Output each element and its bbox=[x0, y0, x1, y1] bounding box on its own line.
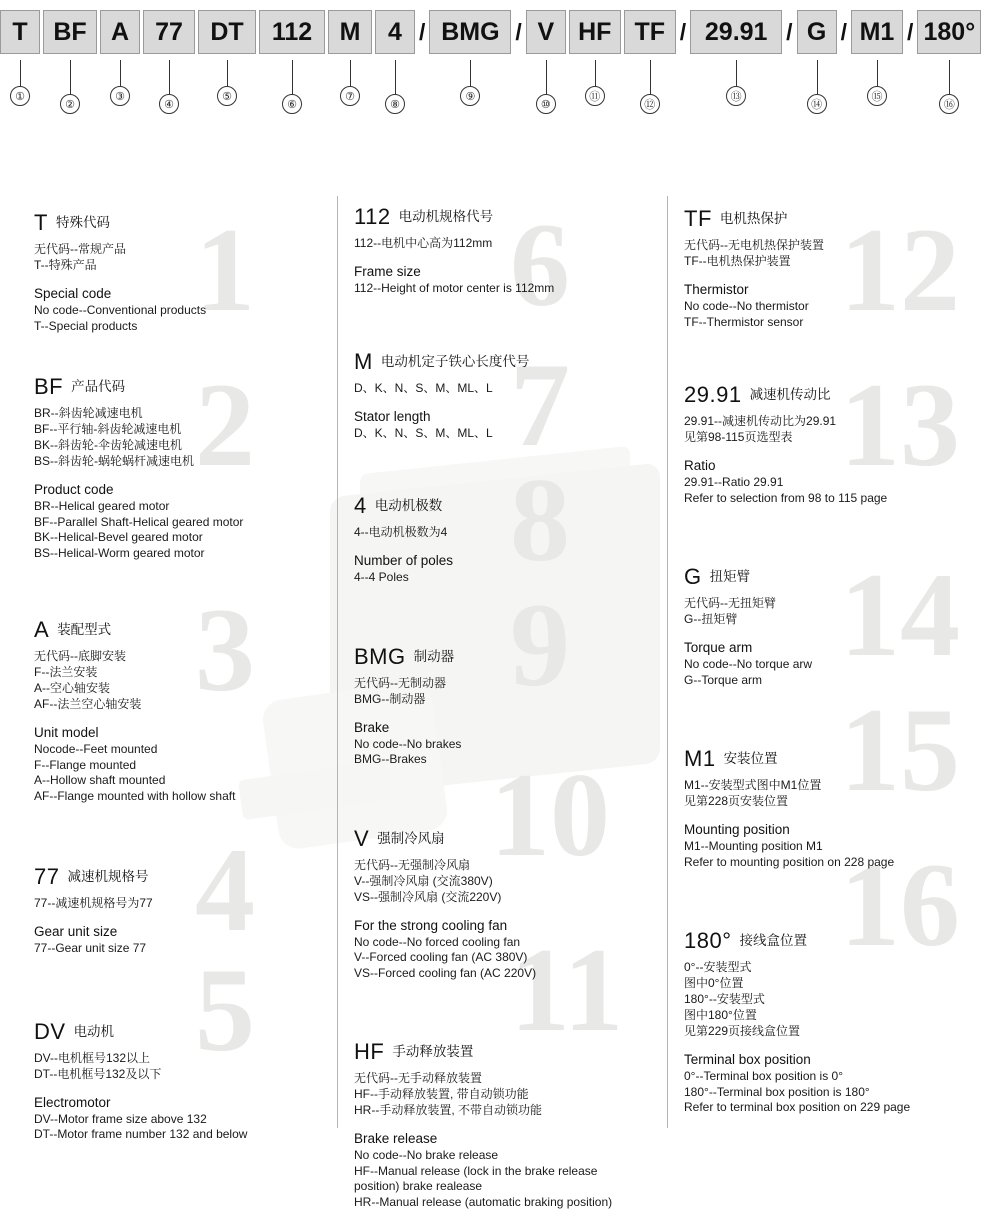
legend-line: TF--Thermistor sensor bbox=[684, 315, 954, 331]
legend-entry-title-cn: 电动机规格代号 bbox=[399, 209, 494, 224]
legend-line: 29.91--Ratio 29.91 bbox=[684, 475, 954, 491]
legend-entry-header bbox=[34, 617, 323, 643]
legend-line: 112--电机中心高为112mm bbox=[354, 235, 653, 251]
legend-entry-lines-en bbox=[34, 1112, 323, 1143]
ghost-numeral: 16 bbox=[840, 845, 960, 965]
legend-entry-header bbox=[354, 493, 653, 519]
legend-entry-lines-cn bbox=[34, 1050, 323, 1082]
legend-entry-header bbox=[684, 746, 954, 772]
callout-leader-line bbox=[949, 60, 950, 94]
legend-line: Nocode--Feet mounted bbox=[34, 742, 323, 758]
legend-entry-lines-en bbox=[354, 426, 653, 442]
code-separator: / bbox=[515, 10, 521, 54]
legend-entry-header bbox=[34, 374, 323, 400]
legend-column-3 bbox=[668, 196, 968, 1128]
code-segment-14[interactable]: G bbox=[797, 10, 837, 54]
legend-entry-title-en: Torque arm bbox=[684, 639, 954, 656]
legend-line: 无代码--无手动释放装置 bbox=[354, 1070, 653, 1086]
legend-line: HF--手动释放装置, 带自动锁功能 bbox=[354, 1086, 653, 1102]
legend-entry-title-cn: 安装位置 bbox=[724, 751, 778, 766]
legend-line: No code--No forced cooling fan bbox=[354, 935, 653, 951]
legend-entry bbox=[34, 374, 323, 561]
legend-entry-lines-cn bbox=[34, 405, 323, 469]
callout-leader-line bbox=[70, 60, 71, 94]
ghost-numeral: 9 bbox=[510, 585, 570, 705]
legend-line: V--强制冷风扇 (交流380V) bbox=[354, 873, 653, 889]
legend-entry-title-cn: 电动机 bbox=[74, 1024, 115, 1039]
legend-entry-lines-cn bbox=[684, 777, 954, 809]
legend-column-2 bbox=[338, 196, 668, 1128]
legend-line: 无代码--无扭矩臂 bbox=[684, 595, 954, 611]
legend-line: BMG--Brakes bbox=[354, 752, 653, 768]
legend-entry-code: BF bbox=[34, 374, 63, 399]
legend-line: 无代码--常规产品 bbox=[34, 241, 323, 257]
code-segment-16[interactable]: 180° bbox=[917, 10, 981, 54]
legend-entry-title-en: Frame size bbox=[354, 263, 653, 280]
callout-leader-line bbox=[20, 60, 21, 86]
legend-entry-title-cn: 减速机规格号 bbox=[67, 869, 148, 884]
legend-entry-lines-en bbox=[354, 935, 653, 982]
callout-leader-line bbox=[595, 60, 596, 86]
legend-entry-code: 112 bbox=[354, 204, 391, 229]
legend-entry-lines-en bbox=[684, 475, 954, 506]
legend-line: DT--电机框号132及以下 bbox=[34, 1066, 323, 1082]
legend-entry-lines-en bbox=[354, 281, 653, 297]
legend-entry-lines-en bbox=[34, 742, 323, 804]
legend-entry-header bbox=[34, 1019, 323, 1045]
legend-entry-title-cn: 扭矩臂 bbox=[710, 569, 751, 584]
legend-entry-code: A bbox=[34, 617, 49, 642]
code-segment-3[interactable]: A bbox=[100, 10, 140, 54]
legend-columns bbox=[0, 196, 986, 1128]
legend-line: No code--No brake release bbox=[354, 1148, 653, 1164]
callout-leader-line bbox=[817, 60, 818, 94]
legend-line: TF--电机热保护装置 bbox=[684, 253, 954, 269]
legend-line: 29.91--减速机传动比为29.91 bbox=[684, 413, 954, 429]
ghost-numeral: 6 bbox=[510, 205, 570, 325]
legend-line: D、K、N、S、M、ML、L bbox=[354, 380, 653, 396]
legend-entry-lines-en bbox=[354, 570, 653, 586]
legend-entry bbox=[354, 826, 653, 982]
callout-number-row bbox=[0, 60, 986, 130]
legend-entry-lines-cn bbox=[684, 959, 954, 1039]
legend-line: No code--No thermistor bbox=[684, 299, 954, 315]
legend-entry-lines-en bbox=[684, 299, 954, 330]
legend-entry-code: DV bbox=[34, 1019, 66, 1044]
legend-line: AF--Flange mounted with hollow shaft bbox=[34, 789, 323, 805]
ghost-numeral: 11 bbox=[510, 930, 623, 1050]
legend-entry-code: HF bbox=[354, 1039, 384, 1064]
legend-line: V--Forced cooling fan (AC 380V) bbox=[354, 950, 653, 966]
callout-leader-line bbox=[470, 60, 471, 86]
legend-entry-title-en: Terminal box position bbox=[684, 1051, 954, 1068]
legend-entry-lines-cn bbox=[354, 857, 653, 905]
legend-entry-code: TF bbox=[684, 206, 712, 231]
code-separator: / bbox=[907, 10, 913, 54]
callout-number-5: ⑤ bbox=[217, 86, 237, 106]
legend-entry-code: M1 bbox=[684, 746, 716, 771]
legend-entry-code: 29.91 bbox=[684, 382, 742, 407]
legend-line: 0°--安装型式 bbox=[684, 959, 954, 975]
legend-entry-lines-en bbox=[34, 941, 323, 957]
code-segment-1[interactable]: T bbox=[0, 10, 40, 54]
ghost-numeral: 1 bbox=[195, 210, 255, 330]
legend-entry-header bbox=[354, 204, 653, 230]
callout-number-12: ⑫ bbox=[640, 94, 660, 114]
code-segment-11[interactable]: HF bbox=[569, 10, 621, 54]
legend-line: DV--Motor frame size above 132 bbox=[34, 1112, 323, 1128]
callout-number-6: ⑥ bbox=[282, 94, 302, 114]
callout-number-13: ⑬ bbox=[726, 86, 746, 106]
legend-line: BS--斜齿轮-蜗轮蜗杆减速电机 bbox=[34, 453, 323, 469]
legend-entry bbox=[34, 210, 323, 334]
legend-entry-header bbox=[354, 1039, 653, 1065]
legend-line: 见第229页接线盒位置 bbox=[684, 1023, 954, 1039]
legend-entry-title-cn: 接线盒位置 bbox=[740, 933, 808, 948]
callout-number-8: ⑧ bbox=[385, 94, 405, 114]
legend-entry-lines-en bbox=[354, 737, 653, 768]
legend-line: 180°--Terminal box position is 180° bbox=[684, 1085, 954, 1101]
code-separator: / bbox=[680, 10, 686, 54]
callout-leader-line bbox=[650, 60, 651, 94]
ghost-numeral: 2 bbox=[195, 365, 255, 485]
ghost-numeral: 12 bbox=[840, 210, 960, 330]
legend-entry-code: BMG bbox=[354, 644, 406, 669]
legend-entry-header bbox=[684, 382, 954, 408]
legend-line: 无代码--无电机热保护装置 bbox=[684, 237, 954, 253]
callout-number-4: ④ bbox=[159, 94, 179, 114]
legend-line: G--Torque arm bbox=[684, 673, 954, 689]
legend-line: AF--法兰空心轴安装 bbox=[34, 696, 323, 712]
callout-number-16: ⑯ bbox=[939, 94, 959, 114]
callout-number-7: ⑦ bbox=[340, 86, 360, 106]
callout-number-14: ⑭ bbox=[807, 94, 827, 114]
legend-line: No code--No brakes bbox=[354, 737, 653, 753]
code-separator: / bbox=[786, 10, 792, 54]
ghost-numeral: 7 bbox=[510, 345, 570, 465]
legend-entry-header bbox=[354, 644, 653, 670]
code-segment-8[interactable]: 4 bbox=[375, 10, 415, 54]
legend-entry-header bbox=[34, 210, 323, 236]
legend-line: 180°--安装型式 bbox=[684, 991, 954, 1007]
legend-line: M1--安装型式图中M1位置 bbox=[684, 777, 954, 793]
legend-line: 图中0°位置 bbox=[684, 975, 954, 991]
legend-entry-lines-cn bbox=[354, 675, 653, 707]
legend-entry-title-cn: 电动机极数 bbox=[375, 498, 443, 513]
code-segment-6[interactable]: 112 bbox=[259, 10, 325, 54]
legend-line: BF--Parallel Shaft-Helical geared motor bbox=[34, 515, 323, 531]
legend-line: No code--No torque arw bbox=[684, 657, 954, 673]
legend-entry-title-cn: 装配型式 bbox=[57, 622, 111, 637]
legend-entry-title-en: Mounting position bbox=[684, 821, 954, 838]
legend-entry-title-en: Ratio bbox=[684, 457, 954, 474]
code-segment-9[interactable]: BMG bbox=[429, 10, 511, 54]
legend-line: position) brake realease bbox=[354, 1179, 653, 1195]
legend-entry bbox=[354, 644, 653, 768]
callout-number-1: ① bbox=[10, 86, 30, 106]
legend-line: HF--Manual release (lock in the brake release bbox=[354, 1164, 653, 1180]
callout-number-2: ② bbox=[60, 94, 80, 114]
legend-entry-lines-cn bbox=[354, 524, 653, 540]
callout-number-3: ③ bbox=[110, 86, 130, 106]
callout-leader-line bbox=[395, 60, 396, 94]
legend-entry-lines-cn bbox=[354, 235, 653, 251]
legend-entry-code: 4 bbox=[354, 493, 367, 518]
legend-entry bbox=[34, 617, 323, 804]
legend-line: No code--Conventional products bbox=[34, 303, 323, 319]
legend-entry bbox=[684, 746, 954, 870]
callout-leader-line bbox=[169, 60, 170, 94]
callout-leader-line bbox=[350, 60, 351, 86]
code-segment-7[interactable]: M bbox=[328, 10, 372, 54]
legend-line: D、K、N、S、M、ML、L bbox=[354, 426, 653, 442]
legend-entry-title-en: Brake bbox=[354, 719, 653, 736]
legend-line: T--特殊产品 bbox=[34, 257, 323, 273]
legend-entry-title-en: Number of poles bbox=[354, 552, 653, 569]
legend-entry-lines-cn bbox=[354, 380, 653, 396]
legend-entry-title-cn: 减速机传动比 bbox=[750, 387, 831, 402]
legend-entry-title-cn: 制动器 bbox=[414, 649, 455, 664]
legend-line: 见第98-115页选型表 bbox=[684, 429, 954, 445]
callout-leader-line bbox=[292, 60, 293, 94]
ghost-numeral: 15 bbox=[840, 690, 960, 810]
legend-line: 4--4 Poles bbox=[354, 570, 653, 586]
legend-entry-lines-en bbox=[34, 499, 323, 561]
legend-line: Refer to mounting position on 228 page bbox=[684, 855, 954, 871]
legend-entry-title-cn: 产品代码 bbox=[71, 379, 125, 394]
legend-line: DV--电机框号132以上 bbox=[34, 1050, 323, 1066]
legend-entry-lines-en bbox=[354, 1148, 653, 1210]
code-segment-15[interactable]: M1 bbox=[851, 10, 903, 54]
legend-line: T--Special products bbox=[34, 319, 323, 335]
legend-line: BMG--制动器 bbox=[354, 691, 653, 707]
legend-entry-title-en: Unit model bbox=[34, 724, 323, 741]
legend-entry-title-en: Stator length bbox=[354, 408, 653, 425]
legend-entry-title-cn: 强制冷风扇 bbox=[377, 831, 445, 846]
legend-entry-code: V bbox=[354, 826, 369, 851]
legend-entry-header bbox=[34, 864, 323, 890]
legend-entry-title-cn: 特殊代码 bbox=[56, 215, 110, 230]
legend-entry-title-en: Brake release bbox=[354, 1130, 653, 1147]
legend-entry-code: 180° bbox=[684, 928, 732, 953]
callout-leader-line bbox=[736, 60, 737, 86]
code-segment-4[interactable]: 77 bbox=[143, 10, 195, 54]
legend-entry-lines-cn bbox=[354, 1070, 653, 1118]
code-segment-13[interactable]: 29.91 bbox=[690, 10, 782, 54]
callout-number-15: ⑮ bbox=[867, 86, 887, 106]
legend-entry-title-cn: 电机热保护 bbox=[720, 211, 788, 226]
legend-line: HR--手动释放装置, 不带自动锁功能 bbox=[354, 1102, 653, 1118]
legend-line: 77--Gear unit size 77 bbox=[34, 941, 323, 957]
legend-line: 112--Height of motor center is 112mm bbox=[354, 281, 653, 297]
code-segment-10[interactable]: V bbox=[526, 10, 566, 54]
legend-line: 无代码--无强制冷风扇 bbox=[354, 857, 653, 873]
legend-entry-lines-en bbox=[684, 1069, 954, 1116]
legend-entry-lines-cn bbox=[34, 895, 323, 911]
legend-entry-lines-cn bbox=[684, 413, 954, 445]
ghost-numeral: 13 bbox=[840, 365, 960, 485]
legend-entry bbox=[354, 204, 653, 297]
legend-entry-code: T bbox=[34, 210, 48, 235]
ghost-numeral: 3 bbox=[195, 590, 255, 710]
legend-entry-title-en: Product code bbox=[34, 481, 323, 498]
legend-line: 4--电动机极数为4 bbox=[354, 524, 653, 540]
legend-line: 无代码--无制动器 bbox=[354, 675, 653, 691]
legend-entry bbox=[354, 493, 653, 586]
legend-entry-title-en: Gear unit size bbox=[34, 923, 323, 940]
callout-number-9: ⑨ bbox=[460, 86, 480, 106]
ghost-numeral: 8 bbox=[510, 460, 570, 580]
code-separator: / bbox=[419, 10, 425, 54]
legend-entry-title-en: Electromotor bbox=[34, 1094, 323, 1111]
legend-line: BK--Helical-Bevel geared motor bbox=[34, 530, 323, 546]
legend-column-1 bbox=[18, 196, 338, 1128]
callout-number-10: ⑩ bbox=[536, 94, 556, 114]
legend-entry-title-cn: 手动释放装置 bbox=[392, 1044, 473, 1059]
legend-entry-header bbox=[684, 928, 954, 954]
legend-line: Refer to selection from 98 to 115 page bbox=[684, 491, 954, 507]
legend-entry bbox=[684, 928, 954, 1116]
legend-line: BS--Helical-Worm geared motor bbox=[34, 546, 323, 562]
callout-number-11: ⑪ bbox=[585, 86, 605, 106]
legend-entry-title-en: Thermistor bbox=[684, 281, 954, 298]
legend-entry-code: G bbox=[684, 564, 702, 589]
legend-line: M1--Mounting position M1 bbox=[684, 839, 954, 855]
legend-line: VS--Forced cooling fan (AC 220V) bbox=[354, 966, 653, 982]
legend-line: HR--Manual release (automatic braking position) bbox=[354, 1195, 653, 1210]
legend-entry bbox=[684, 564, 954, 688]
legend-entry-code: M bbox=[354, 349, 373, 374]
legend-line: F--法兰安装 bbox=[34, 664, 323, 680]
legend-entry-lines-en bbox=[684, 839, 954, 870]
legend-entry bbox=[684, 382, 954, 506]
legend-entry-title-en: For the strong cooling fan bbox=[354, 917, 653, 934]
legend-line: A--空心轴安装 bbox=[34, 680, 323, 696]
code-segment-12[interactable]: TF bbox=[624, 10, 676, 54]
legend-entry bbox=[684, 206, 954, 330]
ghost-numeral: 5 bbox=[195, 950, 255, 1070]
legend-entry-header bbox=[354, 349, 653, 375]
legend-entry bbox=[34, 1019, 323, 1143]
legend-line: A--Hollow shaft mounted bbox=[34, 773, 323, 789]
legend-line: DT--Motor frame number 132 and below bbox=[34, 1127, 323, 1143]
legend-line: BR--斜齿轮减速电机 bbox=[34, 405, 323, 421]
legend-entry-header bbox=[684, 206, 954, 232]
legend-entry-lines-cn bbox=[34, 241, 323, 273]
legend-entry-code: 77 bbox=[34, 864, 59, 889]
legend-entry-lines-en bbox=[684, 657, 954, 688]
ghost-numeral: 4 bbox=[195, 830, 255, 950]
legend-line: BK--斜齿轮-伞齿轮减速电机 bbox=[34, 437, 323, 453]
legend-entry-header bbox=[354, 826, 653, 852]
type-designation-code-strip bbox=[0, 4, 986, 60]
legend-entry-lines-cn bbox=[684, 237, 954, 269]
legend-entry-header bbox=[684, 564, 954, 590]
legend-entry-title-en: Special code bbox=[34, 285, 323, 302]
callout-leader-line bbox=[877, 60, 878, 86]
legend-line: 0°--Terminal box position is 0° bbox=[684, 1069, 954, 1085]
legend-line: Refer to terminal box position on 229 page bbox=[684, 1100, 954, 1116]
legend-line: 见第228页安装位置 bbox=[684, 793, 954, 809]
code-segment-5[interactable]: DT bbox=[198, 10, 256, 54]
code-separator: / bbox=[841, 10, 847, 54]
legend-line: BR--Helical geared motor bbox=[34, 499, 323, 515]
callout-leader-line bbox=[120, 60, 121, 86]
legend-entry-lines-cn bbox=[684, 595, 954, 627]
legend-line: BF--平行轴-斜齿轮减速电机 bbox=[34, 421, 323, 437]
legend-entry bbox=[354, 349, 653, 442]
callout-leader-line bbox=[227, 60, 228, 86]
legend-entry bbox=[354, 1039, 653, 1210]
legend-line: G--扭矩臂 bbox=[684, 611, 954, 627]
legend-entry-title-cn: 电动机定子铁心长度代号 bbox=[381, 354, 530, 369]
legend-line: VS--强制冷风扇 (交流220V) bbox=[354, 889, 653, 905]
code-segment-2[interactable]: BF bbox=[43, 10, 97, 54]
legend-entry-lines-cn bbox=[34, 648, 323, 712]
callout-leader-line bbox=[546, 60, 547, 94]
legend-line: 无代码--底脚安装 bbox=[34, 648, 323, 664]
legend-line: 图中180°位置 bbox=[684, 1007, 954, 1023]
ghost-numeral: 14 bbox=[840, 555, 960, 675]
legend-entry bbox=[34, 864, 323, 957]
legend-entry-lines-en bbox=[34, 303, 323, 334]
ghost-numeral: 10 bbox=[490, 755, 610, 875]
legend-line: F--Flange mounted bbox=[34, 758, 323, 774]
legend-line: 77--减速机规格号为77 bbox=[34, 895, 323, 911]
